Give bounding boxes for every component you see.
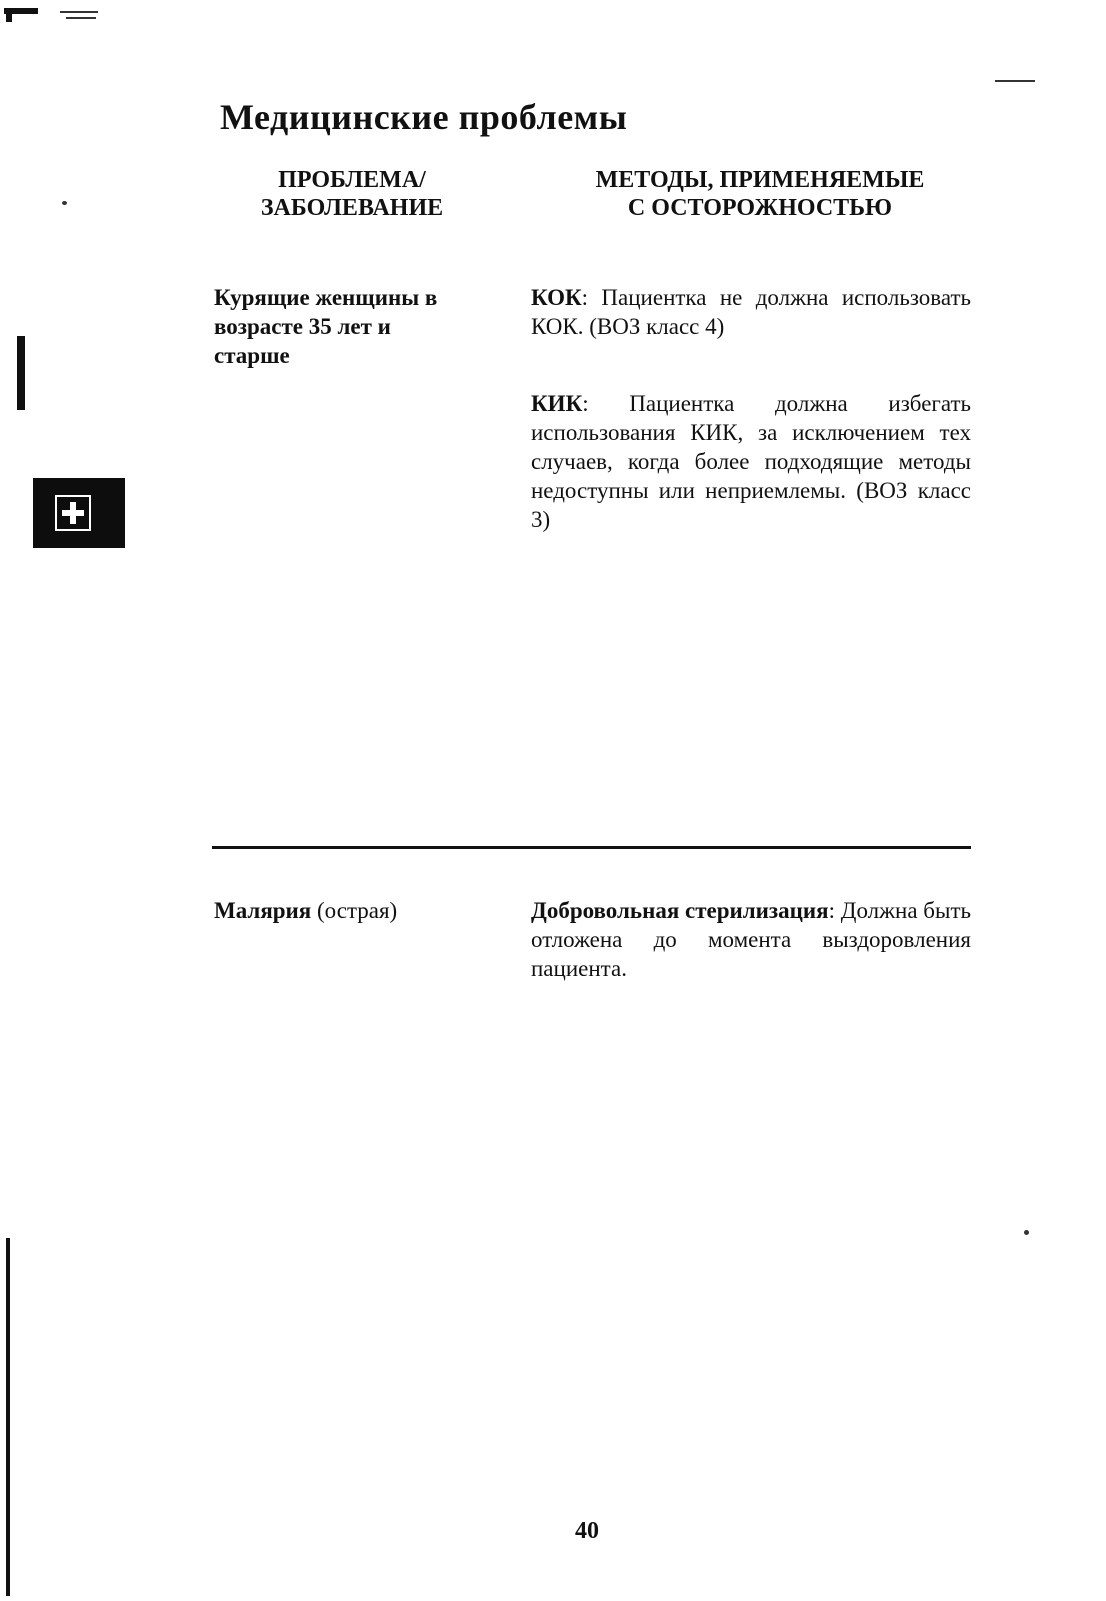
method-cell (531, 283, 971, 341)
scan-edge-bar (17, 336, 25, 410)
method-name: КОК (531, 285, 582, 310)
scan-speck (995, 80, 1035, 82)
method-name: Добровольная стерилизация (531, 898, 829, 923)
problem-cell (214, 896, 494, 925)
page-number: 40 (575, 1518, 599, 1544)
scan-speck (1024, 1230, 1029, 1235)
method-cell (531, 896, 971, 983)
method-text: : Пациентка не должна использовать КОК. (ВОЗ класс 4) (531, 285, 971, 339)
problem-name: Малярия (214, 898, 312, 923)
method-text: : Должна быть отложена до момента выздоровления пациента. (531, 898, 971, 981)
method-text: : Пациентка должна избегать использования КИК, за исключением тех случаев, когда более подходящие методы недоступны или неприемлемы. (ВОЗ класс 3) (531, 391, 971, 532)
scan-corner-mark (4, 8, 100, 14)
problem-cell: Курящие женщины в возрасте 35 лет и старше (214, 285, 438, 368)
method-cell (531, 389, 971, 534)
scan-speck (62, 201, 67, 205)
method-name: КИК (531, 391, 583, 416)
row-divider (212, 846, 971, 849)
plus-box-icon (33, 478, 125, 548)
page-title: Медицинские проблемы (220, 97, 628, 137)
problem-note: (острая) (311, 898, 398, 923)
column-header-methods: МЕТОДЫ, ПРИМЕНЯЕМЫЕ С ОСТОРОЖНОСТЬЮ (595, 167, 925, 221)
column-header-problem: ПРОБЛЕМА/ ЗАБОЛЕВАНИЕ (260, 167, 444, 221)
scan-edge-bar-bottom (6, 1238, 10, 1596)
